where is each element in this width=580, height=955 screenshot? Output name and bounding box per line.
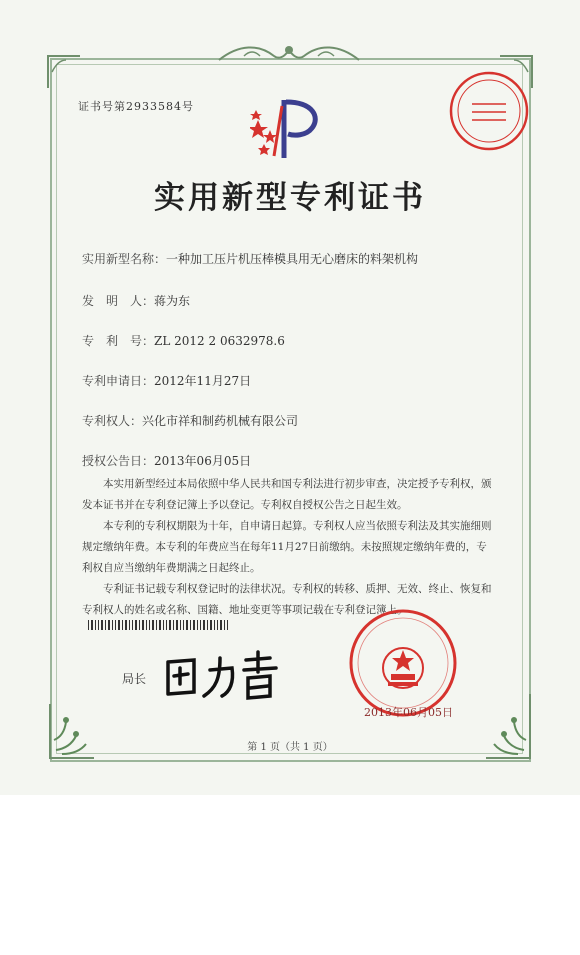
agency-stamp [448,70,530,152]
field-value: 蒋为东 [154,294,191,308]
national-ip-seal [348,608,458,718]
field-patent-number [82,332,285,349]
field-label: 实用新型名称： [82,252,167,266]
director-signature [160,648,290,704]
field-value: ZL 2012 2 0632978.6 [154,334,285,348]
body-paragraph: 专利证书记载专利权登记时的法律状况。专利权的转移、质押、无效、终止、恢复和专利权人的姓名或名称、国籍、地址变更等事项记载在专利登记簿上。 [82,583,492,616]
barcode [88,620,228,630]
certificate-number: 证书号第2933584号 [78,100,194,113]
corner-ornament-top-left [44,52,84,92]
field-inventor [82,292,190,309]
field-label: 专 利 号： [82,334,155,348]
certificate-body [82,474,497,621]
field-value: 一种加工压片机压棒模具用无心磨床的料架机构 [166,252,419,266]
director-label: 局长 [122,672,147,686]
field-utility-model-name [82,250,418,267]
body-paragraph: 本专利的专利权期限为十年，自申请日起算。专利权人应当依照专利法及其实施细则规定缴纳年费。本专利的年费应当在每年11月27日前缴纳。未按照规定缴纳年费的，专利权自应当缴纳年费期满之日起终止。 [82,520,492,574]
field-label: 专利权人： [82,414,143,428]
field-label: 授权公告日： [82,454,155,468]
top-ornament [214,42,364,66]
corner-ornament-bottom-left [44,700,100,764]
body-paragraph: 本实用新型经过本局依照中华人民共和国专利法进行初步审查，决定授予专利权，颁发本证书并在专利登记簿上予以登记。专利权自授权公告之日起生效。 [82,478,492,511]
field-value: 兴化市祥和制药机械有限公司 [142,414,299,428]
seal-date: 2013年06月05日 [364,706,453,719]
field-label: 发 明 人： [82,294,155,308]
page-info: 第 1 页（共 1 页） [247,742,333,753]
field-label: 专利申请日： [82,374,155,388]
patent-office-logo [250,96,330,162]
certificate-title: 实用新型专利证书 [154,180,426,216]
field-grant-date [82,452,251,469]
field-value: 2012年11月27日 [154,374,252,388]
field-value: 2013年06月05日 [154,454,252,468]
field-patent-holder [82,412,298,429]
field-filing-date [82,372,251,389]
